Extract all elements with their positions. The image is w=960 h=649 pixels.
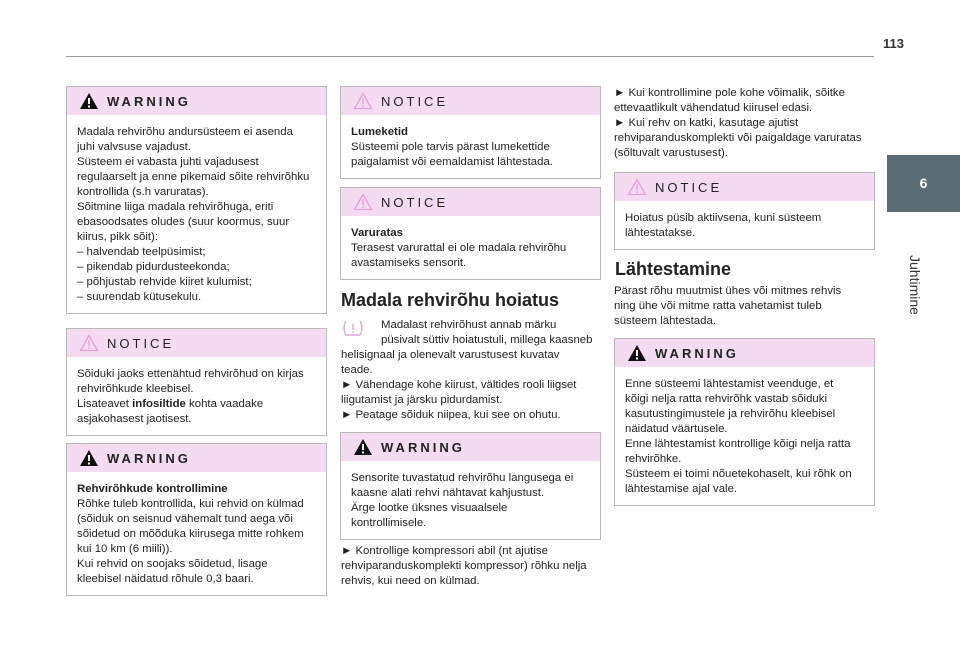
notice-triangle-icon [353,92,373,110]
continue-paragraph [614,86,878,161]
text-line: Ärge lootke üksnes visuaalsele [351,502,508,514]
notice-body [67,357,326,435]
section-heading-reset: Lähtestamine [615,259,732,279]
text-line: püsivalt süttiv hoiatustuli, millega kaasneb [381,334,593,346]
warning-triangle-icon [627,344,647,362]
text-line: sõidetud on mõõduka kiirusega mitte rohkem [77,528,304,540]
text-line: ► Kui kontrollimine pole kohe võimalik, sõitke [614,87,845,99]
text-line: Sõiduki jaoks ettenähtud rehvirõhud on kirjas [77,368,304,380]
text-line: Hoiatus püsib aktiivsena, kuni süsteem [625,212,822,224]
chapter-tab[interactable] [887,155,960,212]
section-heading-low-pressure-alert: Madala rehvirõhu hoiatus [341,290,560,310]
text-line: Madala rehvirõhu andursüsteem ei asenda [77,126,293,138]
text-line: ebasoodsates oludes (suur koormus, suur [77,216,290,228]
warning-box-sensors [340,432,601,540]
text-line: ► Kontrollige kompressori abil (nt ajutise [341,545,548,557]
notice-header [341,188,600,216]
text-line: ning ühe või mitme ratta vahetamist tuleb [614,300,822,312]
text-run: kohta vaadake [185,398,264,410]
text-line: paigalamist või eemaldamist lähtestada. [351,156,553,168]
notice-label: NOTICE [381,93,449,109]
top-divider [66,56,874,57]
warning-body [67,472,326,595]
page-number: 113 [883,36,904,51]
notice-body [615,201,874,249]
text-line: ettevaatlikult vähendatud kiirusel edasi. [614,102,813,114]
text-line: Rõhke tuleb kontrollida, kui rehvid on külmad [77,498,304,510]
text-line: kasutustingimustele ja rehvirõhu kleebisel [625,408,836,420]
text-line: asjakohasest jaotisest. [77,413,192,425]
notice-header [67,329,326,357]
warning-label: WARNING [381,439,465,455]
text-line: juhi valvsuse vajadust. [77,141,191,153]
low-tyre-pressure-warning-icon [340,318,366,338]
text-line: – halvendab teelpüsimist; [77,246,206,258]
text-line: Kui rehvid on soojaks sõidetud, lisage [77,558,268,570]
text-line: (sõiduk on seisnud vähemalt tund aega või [77,513,293,525]
compressor-paragraph [341,544,603,589]
text-line: (sõltuvalt varustusest). [614,147,728,159]
text-line: kõigi nelja ratta rehvirõhk vastab sõiduki [625,393,827,405]
text-line: liigutamist ja järsku pidurdamist. [341,394,503,406]
warning-triangle-icon [79,92,99,110]
text-line: helisignaal ja olenevalt varustusest kuvatav [341,349,560,361]
notice-box-snow-chains [340,86,601,179]
text-line: rehviparanduskomplekti või paigaldage varuratas [614,132,862,144]
notice-label: NOTICE [381,194,449,210]
warning-body [67,115,326,313]
notice-box-pressures [66,328,327,436]
text-line: teade. [341,364,373,376]
text-line: Süsteem ei toimi nõuetekohaselt, kui rõhk on [625,468,852,480]
text-line: – põhjustab rehvide kiiret kulumist; [77,276,252,288]
text-line: Süsteemi pole tarvis pärast lumekettide [351,141,550,153]
infosiltide-term: infosiltide [132,398,186,410]
text-line: rehvirõhkude kleebisel. [77,383,194,395]
text-line: rehvirõhke. [625,453,682,465]
text-line: ► Peatage sõiduk niipea, kui see on ohutu. [341,409,561,421]
notice-body [341,216,600,279]
text-line [77,397,316,412]
text-line: Madalast rehvirõhust annab märku [381,319,557,331]
box-title: Lumeketid [351,126,408,138]
warning-box-check [66,443,327,596]
text-line: kontrollimisele. [351,517,427,529]
warning-body [341,461,600,539]
notice-box-alert-active [614,172,875,250]
notice-box-spare-wheel [340,187,601,280]
warning-body [615,367,874,505]
warning-header [341,433,600,461]
warning-header [615,339,874,367]
text-line: kiirus, pikk sõit): [77,231,159,243]
reset-paragraph [614,284,876,329]
text-line: – pikendab pidurdusteekonda; [77,261,230,273]
text-line: ► Kui rehv on katki, kasutage ajutist [614,117,799,129]
text-line: kui 10 km (6 miili)). [77,543,173,555]
notice-triangle-icon [627,178,647,196]
warning-label: WARNING [107,93,191,109]
text-line: lähtestatakse. [625,227,696,239]
text-line: kleebisel näidatud rõhule 0,3 baari. [77,573,254,585]
notice-header [341,87,600,115]
warning-header [67,444,326,472]
box-title: Rehvirõhkude kontrollimine [77,483,228,495]
notice-header [615,173,874,201]
text-line: Enne lähtestamist kontrollige kõigi nelja ratta [625,438,851,450]
box-title: Varuratas [351,227,403,239]
warning-box-sensor [66,86,327,314]
text-line: – suurendab kütusekulu. [77,291,202,303]
warning-header [67,87,326,115]
notice-body [341,115,600,178]
text-line: Enne süsteemi lähtestamist veenduge, et [625,378,834,390]
warning-box-reset [614,338,875,506]
text-line: kaasne alati rehvi nähtavat kahjustust. [351,487,545,499]
notice-label: NOTICE [655,179,723,195]
notice-triangle-icon [79,334,99,352]
alert-paragraph [341,348,601,423]
warning-label: WARNING [655,345,739,361]
text-line: regulaarselt ja enne pikemaid sõite rehvirõhku [77,171,310,183]
text-line: Sensorite tuvastatud rehvirõhu langusega ei [351,472,574,484]
text-line: Süsteem ei vabasta juhti vajadusest [77,156,259,168]
text-line: Pärast rõhu muutmist ühes või mitmes rehvis [614,285,842,297]
text-line: rehvis, kui need on külmad. [341,575,480,587]
text-line: kontrollida (s.h varuratas). [77,186,209,198]
text-line: näidatud väärtusele. [625,423,728,435]
notice-triangle-icon [353,193,373,211]
chapter-title: Juhtimine [907,255,923,315]
text-run: Lisateavet [77,398,133,410]
text-line: Sõitmine liiga madala rehvirõhuga, eriti [77,201,274,213]
warning-label: WARNING [107,450,191,466]
text-line: avastamiseks sensorit. [351,257,467,269]
text-line: lähtestamise ajal vale. [625,483,738,495]
notice-label: NOTICE [107,335,175,351]
text-line: rehviparanduskomplekti kompressor) rõhku nelja [341,560,587,572]
text-line: süsteem lähtestada. [614,315,716,327]
alert-intro-first-lines [381,318,592,348]
text-line: ► Vähendage kohe kiirust, vältides rooli liigset [341,379,577,391]
text-line: Terasest varurattal ei ole madala rehvirõhu [351,242,567,254]
warning-triangle-icon [79,449,99,467]
chapter-number: 6 [919,175,928,191]
warning-triangle-icon [353,438,373,456]
